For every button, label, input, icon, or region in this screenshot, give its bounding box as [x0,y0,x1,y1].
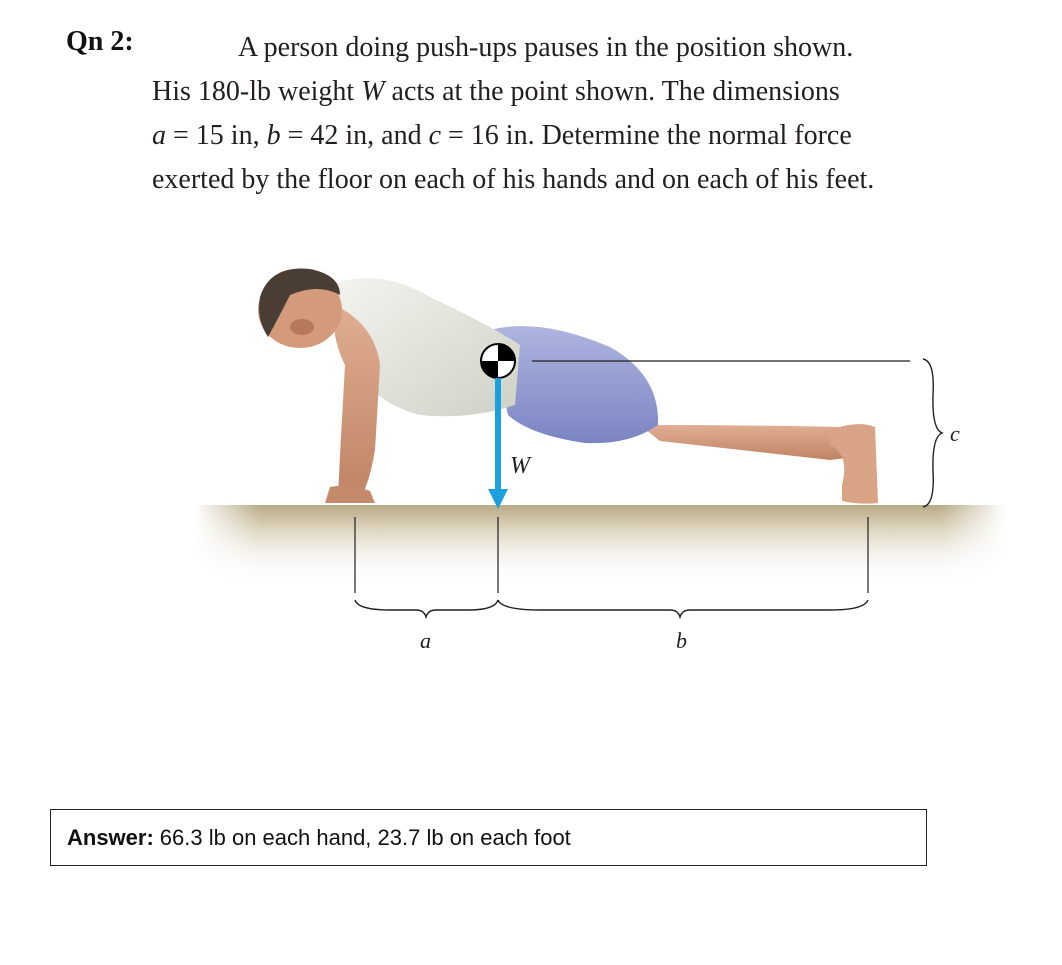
var-a: a [152,120,166,151]
answer-label: Answer: [67,824,154,850]
person-illustration [258,269,878,504]
problem-line-2: His 180-lb weight W acts at the point shown. The dimensions [152,76,840,107]
c-brace [923,359,942,507]
problem-line-1: A person doing push-ups pauses in the position shown. [238,32,854,63]
dim-c-label: c [950,421,960,446]
var-b: b [266,120,281,151]
answer-text: 66.3 lb on each hand, 23.7 lb on each foot [159,824,571,850]
center-of-gravity-marker [481,344,515,378]
problem-statement [152,26,1042,202]
answer-box [50,809,927,866]
floor [195,505,1005,585]
weight-label: W [510,453,530,479]
var-c: c [428,120,442,151]
pushup-figure [190,255,1010,685]
var-w: W [361,76,385,107]
b-brace [498,600,868,617]
problem-line-4: exerted by the floor on each of his hands and on each of his feet. [152,164,875,195]
problem-line-3: a = 15 in, b = 42 in, and c = 16 in. Determine the normal force [152,120,852,151]
dim-a-label: a [420,628,431,653]
pushup-diagram [190,255,1010,685]
dim-b-label: b [676,628,687,653]
a-brace [355,600,498,617]
question-number: Qn 2: [66,26,134,57]
